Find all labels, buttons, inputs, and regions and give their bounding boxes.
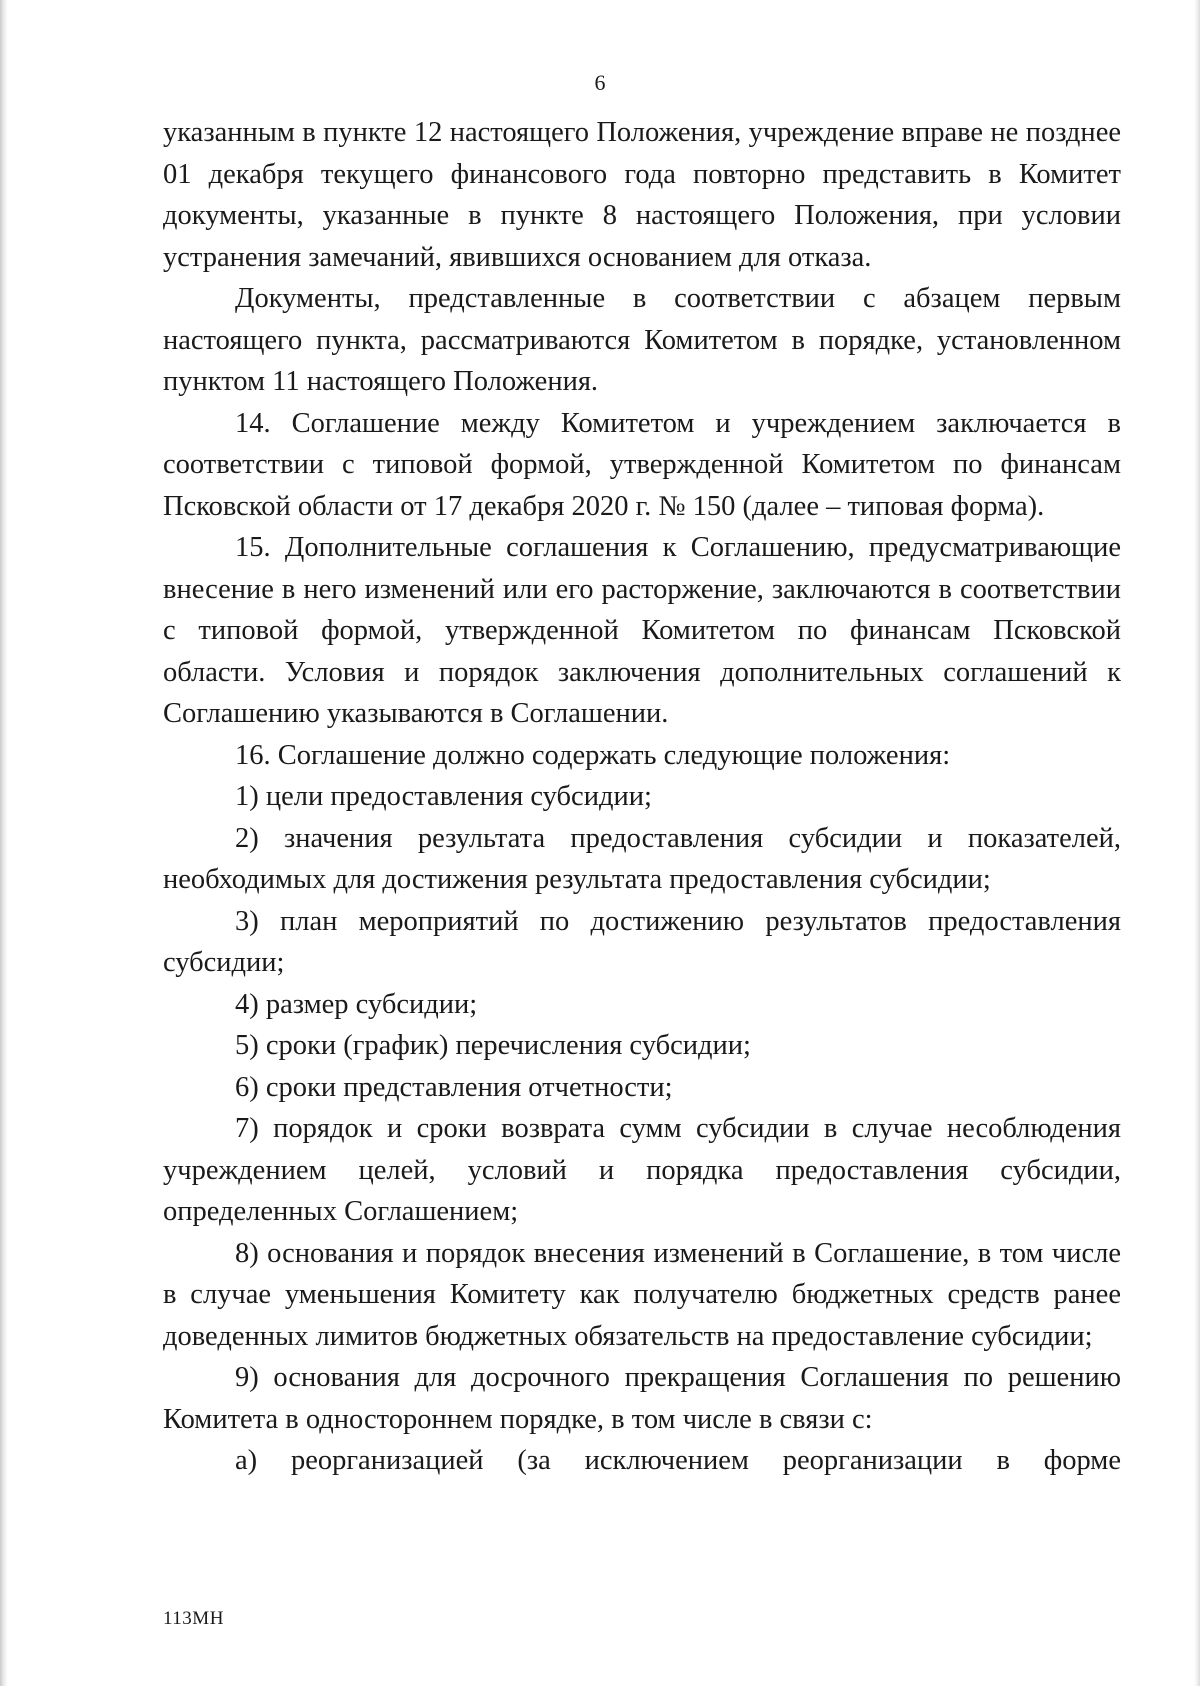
- list-item-2: 2) значения результата предоставления субсидии и показателей, необходимых для достижения результата предоставления субсидии;: [163, 822, 1121, 895]
- paragraph-documents: Документы, представленные в соответствии с абзацем первым настоящего пункта, рассматриваются Комитетом в порядке, установленном пунктом 11 настоящего Положения.: [163, 283, 1121, 397]
- paragraph-item-16: 16. Соглашение должно содержать следующие положения:: [235, 739, 951, 771]
- sub-item-a: а) реорганизацией (за исключением реорганизации в форме: [235, 1445, 1121, 1476]
- paragraph-item-14: 14. Соглашение между Комитетом и учреждением заключается в соответствии с типовой формой, утвержденной Комитетом по финансам Псковской области от 17 декабря 2020 г. № 150 (далее – типовая форма).: [163, 407, 1121, 522]
- footer-document-code: 113МН: [163, 1608, 224, 1629]
- scan-edge-left: [0, 0, 8, 1686]
- paragraph-continuation: указанным в пункте 12 настоящего Положения, учреждение вправе не позднее 01 декабря текущего финансового года повторно представить в Комитет документы, указанные в пункте 8 настоящего Положения, при условии устранения замечаний, явившихся основанием для отказа.: [163, 117, 1121, 273]
- paragraph-item-15: 15. Дополнительные соглашения к Соглашению, предусматривающие внесение в него изменений или его расторжение, заключаются в соответствии с типовой формой, утвержденной Комитетом по финансам Псковской области. Условия и порядок заключения дополнительных соглашений к Соглашению указываются в Соглашении.: [163, 532, 1121, 729]
- scan-edge-right: [1194, 0, 1200, 1686]
- list-item-4: 4) размер субсидии;: [235, 988, 478, 1020]
- list-item-1: 1) цели предоставления субсидии;: [235, 781, 652, 812]
- list-item-3: 3) план мероприятий по достижению результатов предоставления субсидии;: [163, 905, 1121, 978]
- list-item-5: 5) сроки (график) перечисления субсидии;: [235, 1030, 751, 1061]
- page-number: 6: [594, 70, 606, 95]
- list-item-6: 6) сроки представления отчетности;: [235, 1071, 673, 1103]
- list-item-8: 8) основания и порядок внесения изменений в Соглашение, в том числе в случае уменьшения Комитету как получателю бюджетных средств ранее доведенных лимитов бюджетных обязательств на предоставление субсидии;: [163, 1237, 1121, 1352]
- list-item-9: 9) основания для досрочного прекращения Соглашения по решению Комитета в одностороннем порядке, в том числе в связи с:: [163, 1362, 1121, 1435]
- list-item-7: 7) порядок и сроки возврата сумм субсидии в случае несоблюдения учреждением целей, условий и порядка предоставления субсидии, определенных Соглашением;: [163, 1113, 1121, 1227]
- document-body: [163, 112, 1121, 1482]
